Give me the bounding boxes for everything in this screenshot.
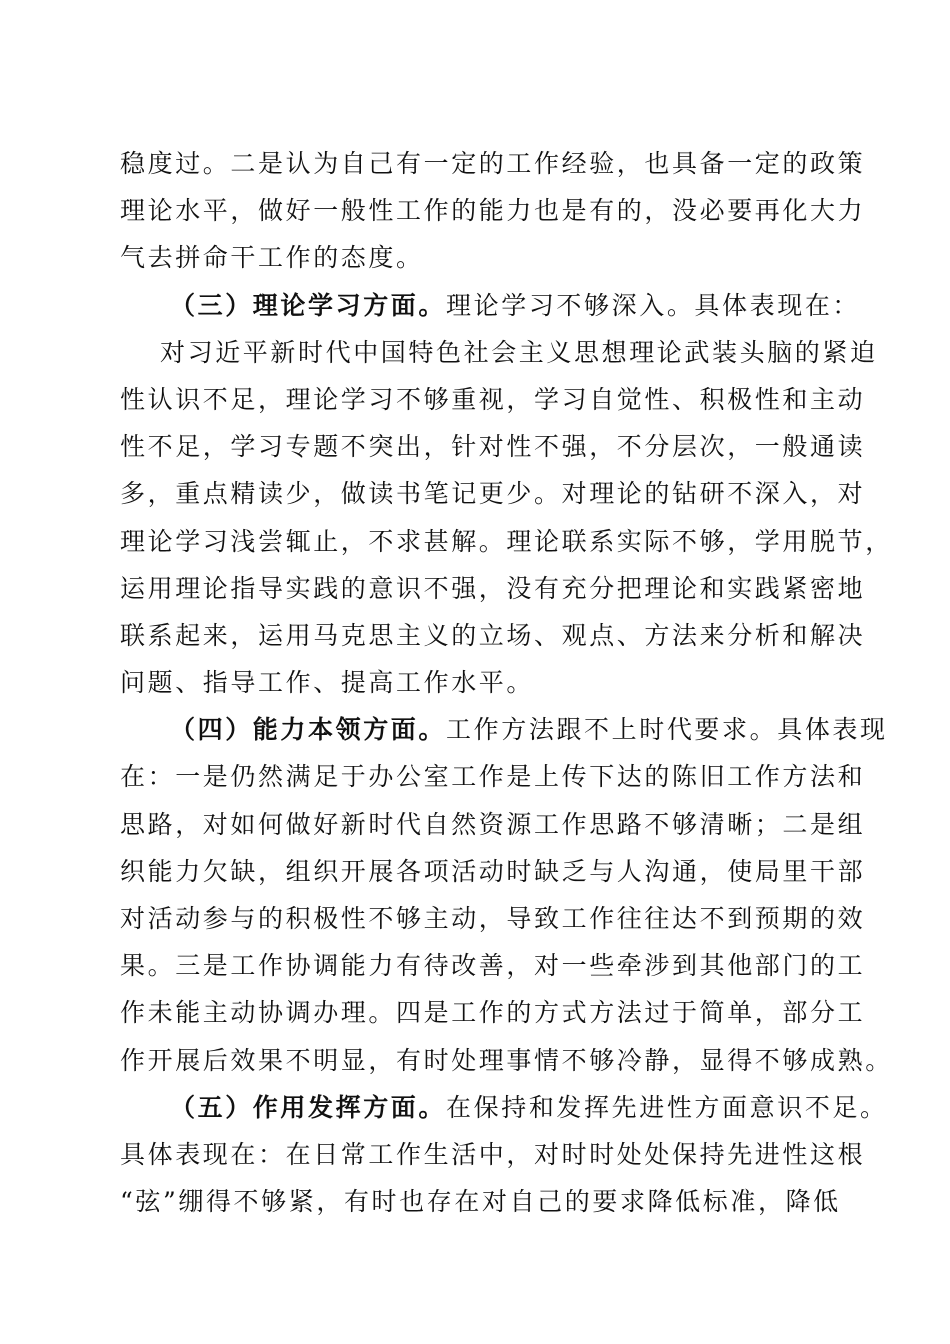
paragraph-line: 对习近平新时代中国特色社会主义思想理论武装头脑的紧迫 xyxy=(160,337,878,367)
paragraph-line: 果。三是工作协调能力有待改善，对一些牵涉到其他部门的工 xyxy=(120,951,866,981)
document-body xyxy=(120,140,893,1225)
paragraph-line: 思路，对如何做好新时代自然资源工作思路不够清晰；二是组 xyxy=(120,809,866,839)
section-5-heading-line xyxy=(120,1084,888,1131)
paragraph-line: “弦”绷得不够紧，有时也存在对自己的要求降低标准，降低 xyxy=(120,1187,841,1217)
paragraph-line: 稳度过。二是认为自己有一定的工作经验，也具备一定的政策 xyxy=(120,149,866,178)
section-3-summary: 理论学习不够深入。具体表现在： xyxy=(446,290,861,320)
paragraph-line: 气去拼命干工作的态度。 xyxy=(120,243,424,273)
paragraph-line: 在：一是仍然满足于办公室工作是上传下达的陈旧工作方法和 xyxy=(120,762,866,792)
section-4-first-line: 工作方法跟不上时代要求。具体表现 xyxy=(446,715,888,745)
paragraph-line: 理论学习浅尝辄止，不求甚解。理论联系实际不够，学用脱节， xyxy=(120,526,893,556)
paragraph-line: 性认识不足，理论学习不够重视，学习自觉性、积极性和主动 xyxy=(120,384,866,414)
paragraph-line: 问题、指导工作、提高工作水平。 xyxy=(120,668,535,698)
section-4-heading: （四）能力本领方面。 xyxy=(170,715,447,745)
section-4-heading-line xyxy=(120,706,888,753)
paragraph-line: 联系起来，运用马克思主义的立场、观点、方法来分析和解决 xyxy=(120,620,866,650)
paragraph-line: 作开展后效果不明显，有时处理事情不够冷静，显得不够成熟。 xyxy=(120,1045,893,1075)
paragraph-line: 对活动参与的积极性不够主动，导致工作往往达不到预期的效 xyxy=(120,904,866,933)
paragraph-line: 理论水平，做好一般性工作的能力也是有的，没必要再化大力 xyxy=(120,196,866,226)
paragraph-line: 运用理论指导实践的意识不强，没有充分把理论和实践紧密地 xyxy=(120,573,866,603)
section-5-first-line: 在保持和发挥先进性方面意识不足。 xyxy=(446,1092,888,1122)
paragraph-line: 作未能主动协调办理。四是工作的方式方法过于简单，部分工 xyxy=(120,998,866,1028)
section-3-heading-line xyxy=(120,282,861,329)
section-3-heading: （三）理论学习方面。 xyxy=(170,290,447,320)
paragraph-line: 具体表现在：在日常工作生活中，对时时处处保持先进性这根 xyxy=(120,1139,866,1169)
paragraph-line: 多，重点精读少，做读书笔记更少。对理论的钻研不深入，对 xyxy=(120,479,866,509)
paragraph-line: 性不足，学习专题不突出，针对性不强，不分层次，一般通读 xyxy=(120,432,866,462)
paragraph-line: 织能力欠缺，组织开展各项活动时缺乏与人沟通，使局里干部 xyxy=(120,856,866,886)
section-5-heading: （五）作用发挥方面。 xyxy=(170,1092,447,1122)
